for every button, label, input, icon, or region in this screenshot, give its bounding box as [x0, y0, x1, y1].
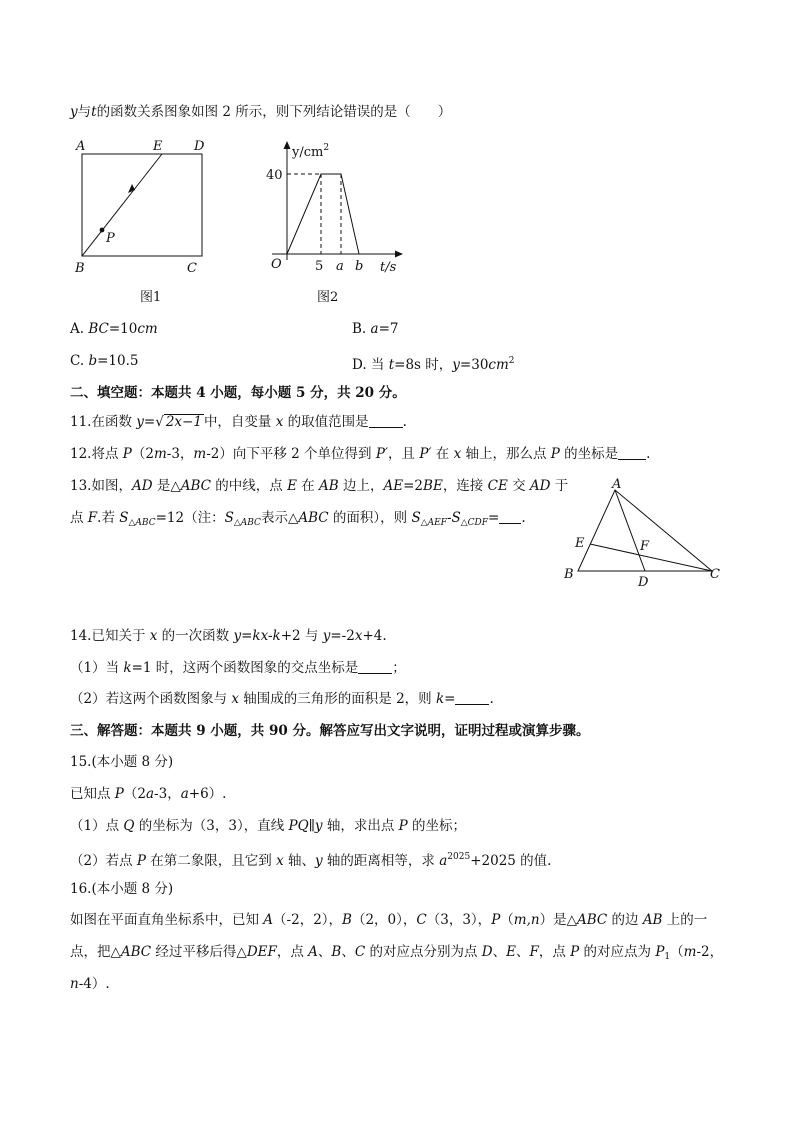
q16-l2-p1-sub: 1 — [664, 952, 671, 962]
q14-l2-text-1: （1）当 — [70, 660, 124, 676]
tri-label-b: B — [564, 567, 574, 582]
q13-ab: AB — [319, 478, 339, 494]
q16-text-5: （ — [500, 912, 514, 928]
question-12 — [70, 445, 650, 463]
q12-coord-3: -2）向下平移 2 个单位得到 — [206, 446, 376, 462]
q15-l3-text-2: 在第二象限，且它到 — [145, 853, 277, 869]
q16-l2-text-4: 、 — [317, 944, 332, 960]
q15-l2-text-2: 的坐标为（3，3），直线 — [134, 818, 289, 834]
q12-text-4: 轴上，那么点 — [461, 446, 551, 462]
q14-f2: y — [322, 628, 331, 644]
q11-radicand: 2x−1 — [165, 414, 202, 430]
question-16-line-3 — [70, 975, 110, 993]
question-13-line-2 — [70, 509, 526, 532]
tri-label-c: C — [710, 567, 720, 582]
q13-l2-text-4: 表示△ — [260, 510, 299, 526]
q15-l3-a: a — [439, 853, 448, 869]
option-b-var: a — [370, 321, 379, 337]
option-d-y: y — [452, 357, 460, 373]
q13-s-2: S — [224, 510, 234, 526]
q13-text-1: 13.如图， — [70, 478, 132, 494]
q16-c: C — [416, 912, 427, 928]
q16-l2-abc: ABC — [120, 944, 152, 960]
q13-ce: CE — [487, 478, 508, 494]
q15-l3-x: x — [276, 853, 284, 869]
q14-l2-text-2: =1 时，这两个函数图象的交点坐标是 — [131, 660, 359, 676]
q13-text-7: ，连接 — [442, 478, 488, 494]
q15-l2-text-3: ∥ — [308, 818, 315, 834]
q12-p-3: P — [550, 446, 560, 462]
direction-arrow — [128, 184, 135, 193]
q13-text-6: =2 — [403, 478, 424, 494]
q13-l2-text-5: 的面积），则 — [328, 510, 412, 526]
figure-2-graph — [262, 138, 412, 338]
question-15-line-1 — [70, 785, 226, 803]
q14-l2-text-3: ； — [392, 660, 406, 676]
option-b-prefix: B. — [352, 321, 371, 337]
q16-b: B — [342, 912, 352, 928]
q12-x: x — [453, 446, 462, 462]
q15-l3-text-4: 轴的距离相等，求 — [322, 853, 440, 869]
x-tick-a: a — [336, 259, 344, 274]
q12-text-2: ，且 — [388, 446, 420, 462]
var-t: t — [91, 104, 97, 120]
q11-text-1: 11.在函数 — [70, 414, 137, 430]
label-b: B — [75, 261, 85, 276]
q13-l2-text-3: =12（注： — [155, 510, 225, 526]
q16-ab: AB — [642, 912, 663, 928]
rectangle-abcd — [82, 154, 202, 256]
q13-e: E — [287, 478, 297, 494]
q14-l3-x: x — [231, 691, 240, 707]
q14-x-2: x — [354, 628, 363, 644]
triangle-abc — [578, 490, 712, 571]
x-axis-label: t/s — [380, 260, 397, 275]
question-15-heading: 15.(本小题 8 分) — [70, 754, 174, 770]
q15-l2-text-1: （1）点 — [70, 818, 124, 834]
label-a: A — [76, 139, 86, 154]
q16-p: P — [491, 912, 501, 928]
x-tick-5: 5 — [315, 259, 324, 274]
q16-l2-e: E — [506, 944, 516, 960]
q16-l2-text-10: 的对应点为 — [579, 944, 656, 960]
section-2-heading: 二、填空题：本题共 4 小题，每小题 5 分，共 20 分。 — [70, 385, 406, 401]
q14-x: x — [149, 628, 158, 644]
q16-text-6: ）是△ — [539, 912, 577, 928]
option-d-unit: cm — [488, 357, 509, 373]
q16-l2-f: F — [529, 944, 539, 960]
question-16-line-1 — [70, 911, 707, 929]
option-a-var: BC — [88, 321, 109, 337]
q11-text-3: 的取值范围是 — [283, 414, 369, 430]
q15-text-2: （2 — [123, 786, 146, 802]
label-e: E — [153, 139, 163, 154]
q16-mn: m,n — [513, 912, 540, 928]
question-15-line-2 — [70, 817, 466, 835]
q15-a-2: a — [180, 786, 189, 802]
q13-sub-2: △ABC — [233, 518, 261, 528]
q15-l3-sup: 2025 — [447, 852, 471, 862]
q11-text-4: . — [402, 414, 407, 430]
q16-text-4: （3，3）， — [426, 912, 492, 928]
q15-text-4: +6）. — [188, 786, 227, 802]
label-c: C — [187, 261, 197, 276]
origin-label: O — [271, 257, 282, 272]
q13-abc: ABC — [180, 478, 211, 494]
q16-l3-text-1: -4）. — [78, 976, 110, 992]
segment-be — [82, 154, 162, 256]
option-d-value: =30 — [459, 357, 489, 373]
q12-p: P — [122, 446, 132, 462]
q16-l2-b: B — [331, 944, 342, 960]
q15-l3-p: P — [136, 853, 146, 869]
q16-l2-text-1: 点，把△ — [70, 944, 121, 960]
q16-l2-text-6: 的对应点分别为点 — [365, 944, 482, 960]
tri-label-d: D — [638, 575, 649, 590]
q16-l2-text-2: 经过平移后得△ — [151, 944, 247, 960]
question-13-line-1 — [70, 477, 568, 495]
option-c-value: =10.5 — [97, 353, 139, 369]
q16-text-3: （2，0）， — [351, 912, 417, 928]
q15-l3-y: y — [315, 853, 323, 869]
q13-sub-3: △AEF — [420, 518, 447, 528]
option-d-prefix: D. 当 — [352, 357, 389, 373]
option-b-value: =7 — [378, 321, 399, 337]
question-11 — [70, 413, 407, 431]
q13-l2-text-1: 点 — [70, 510, 88, 526]
segment-ce — [590, 544, 712, 571]
x-axis-arrow — [395, 251, 403, 258]
question-14-line-3 — [70, 690, 494, 708]
q16-a: A — [263, 912, 274, 928]
q11-eq: = — [143, 414, 156, 430]
q11-y: y — [136, 414, 144, 430]
q16-l2-def: DEF — [246, 944, 277, 960]
q15-l3-text-3: 轴、 — [283, 853, 315, 869]
option-b — [352, 320, 398, 338]
figure-1-caption: 图1 — [140, 290, 162, 305]
q15-y: y — [314, 818, 323, 834]
q12-p-prime-2: P′ — [419, 446, 432, 462]
option-d-sup: 2 — [508, 356, 515, 366]
q13-l2-text-8: . — [521, 510, 526, 526]
q13-abc-2: ABC — [298, 510, 329, 526]
q12-text-5: 的坐标是 — [559, 446, 619, 462]
q13-s-3: S — [411, 510, 421, 526]
figure-1-rectangle — [70, 138, 220, 338]
y-axis-label: $y/cm^2$ — [292, 143, 330, 160]
q16-text-8: 上的一 — [662, 912, 708, 928]
q14-l3-text-4: . — [489, 691, 494, 707]
q16-l2-d: D — [481, 944, 493, 960]
answer-blank-12[interactable] — [618, 447, 646, 460]
q16-l2-a: A — [308, 944, 318, 960]
q16-l2-text-5: 、 — [341, 944, 355, 960]
var-y: y — [70, 104, 78, 120]
option-a-prefix: A. — [70, 321, 89, 337]
q15-l2-p: P — [398, 818, 408, 834]
q16-l2-text-7: 、 — [492, 944, 507, 960]
q12-text-6: . — [646, 446, 651, 462]
q16-l2-text-9: ，点 — [538, 944, 571, 960]
q14-text-5: +4. — [362, 628, 387, 644]
q14-text-3: +2 与 — [280, 628, 323, 644]
q13-l2-text-6: - — [446, 510, 452, 526]
q15-l2-text-4: 轴，求出点 — [322, 818, 399, 834]
q14-l3-text-1: （2）若这两个函数图象与 — [70, 691, 232, 707]
function-graph — [287, 174, 359, 254]
q13-text-3: 的中线，点 — [211, 478, 288, 494]
q15-p: P — [114, 786, 124, 802]
q12-m-2: m — [193, 446, 207, 462]
option-a-value: =10 — [108, 321, 138, 337]
q16-l2-c: C — [354, 944, 366, 960]
label-d: D — [194, 139, 205, 154]
q12-coord-2: -3， — [166, 446, 194, 462]
q13-text-4: 在 — [296, 478, 320, 494]
q16-l2-text-11: （ — [670, 944, 684, 960]
q13-sub-1: △ABC — [128, 518, 156, 528]
q13-ad: AD — [131, 478, 153, 494]
q14-k: k — [123, 660, 132, 676]
q15-q: Q — [123, 818, 135, 834]
q16-l2-text-8: 、 — [515, 944, 530, 960]
q13-ad-2: AD — [529, 478, 551, 494]
question-14-line-2 — [70, 659, 406, 677]
point-p — [100, 228, 105, 233]
q15-l3-text-1: （2）若点 — [70, 853, 137, 869]
q13-ae: AE — [383, 478, 404, 494]
y-axis-arrow — [284, 141, 291, 149]
question-16-heading: 16.(本小题 8 分) — [70, 881, 174, 897]
answer-blank-14-1[interactable] — [358, 661, 392, 674]
q12-text-1: 12.将点 — [70, 446, 123, 462]
answer-blank-13[interactable] — [499, 511, 521, 524]
q16-abc: ABC — [576, 912, 608, 928]
q13-s-4: S — [451, 510, 461, 526]
q11-text-2: 中，自变量 — [203, 414, 276, 430]
option-c-prefix: C. — [70, 353, 89, 369]
q13-text-9: 于 — [550, 478, 569, 494]
tri-label-e: E — [575, 536, 585, 551]
x-tick-b: b — [355, 259, 364, 274]
q16-text-7: 的边 — [607, 912, 643, 928]
q15-text-1: 已知点 — [70, 786, 115, 802]
q16-text-2: （-2，2）， — [273, 912, 343, 928]
figure-2-caption: 图2 — [317, 290, 339, 305]
q16-l2-text-12: -2， — [696, 944, 724, 960]
q16-l2-p1: P — [655, 944, 665, 960]
q15-text-3: -3， — [154, 786, 181, 802]
q14-f1: y=kx-k — [233, 628, 281, 644]
q13-be: BE — [423, 478, 443, 494]
q16-l3-n: n — [70, 976, 79, 992]
option-d-mid: =8s 时， — [394, 357, 453, 373]
option-c-var: b — [88, 353, 98, 369]
option-d-t: t — [388, 357, 395, 373]
answer-blank-14-2[interactable] — [455, 692, 489, 705]
q13-text-5: 边上， — [338, 478, 384, 494]
option-a-unit: cm — [137, 321, 158, 337]
q12-text-3: 在 — [431, 446, 454, 462]
answer-blank-11[interactable] — [369, 415, 403, 428]
question-14-line-1 — [70, 627, 387, 645]
question-intro — [70, 103, 451, 121]
q16-l2-text-3: ，点 — [276, 944, 309, 960]
question-15-line-3 — [70, 848, 551, 870]
q13-text-8: 交 — [507, 478, 530, 494]
q15-l2-text-5: 的坐标； — [407, 818, 467, 834]
y-tick-40: 40 — [266, 168, 283, 183]
q13-f: F — [87, 510, 98, 526]
q15-l3-text-5: +2025 的值. — [470, 853, 552, 869]
sqrt-sign: √ — [155, 414, 164, 430]
q16-l2-m: m — [683, 944, 697, 960]
q14-text-1: 14.已知关于 — [70, 628, 150, 644]
q11-x: x — [275, 414, 284, 430]
q14-l3-k: k — [435, 691, 445, 707]
q12-m: m — [153, 446, 167, 462]
tri-label-f: F — [640, 539, 650, 554]
intro-text-2: 的函数关系图象如图 2 所示，则下列结论错误的是（ ） — [96, 104, 452, 120]
q12-p-prime: P′ — [375, 446, 389, 462]
figure-triangle-abc — [556, 476, 736, 591]
q13-s: S — [119, 510, 129, 526]
intro-text: 与 — [77, 104, 92, 120]
q13-sub-4: △CDF — [460, 518, 489, 528]
q14-l3-text-3: = — [444, 691, 456, 707]
option-c — [70, 352, 138, 370]
option-a — [70, 320, 158, 338]
q13-l2-text-7: = — [488, 510, 500, 526]
section-3-heading: 三、解答题：本题共 9 小题，共 90 分。解答应写出文字说明，证明过程或演算步骤。 — [70, 723, 590, 739]
option-d — [352, 352, 515, 374]
q14-text-4: =-2 — [330, 628, 355, 644]
q14-text-2: 的一次函数 — [157, 628, 234, 644]
question-16-line-2 — [70, 943, 723, 966]
q14-l3-text-2: 轴围成的三角形的面积是 2，则 — [239, 691, 436, 707]
q15-pq: PQ — [288, 818, 309, 834]
q16-l2-p: P — [570, 944, 580, 960]
q13-text-2: 是△ — [152, 478, 181, 494]
q15-a: a — [145, 786, 155, 802]
q13-l2-text-2: .若 — [97, 510, 120, 526]
q16-text-1: 如图在平面直角坐标系中，已知 — [70, 912, 264, 928]
label-p: P — [106, 231, 115, 246]
tri-label-a: A — [612, 477, 622, 492]
q12-coord: （2 — [131, 446, 154, 462]
